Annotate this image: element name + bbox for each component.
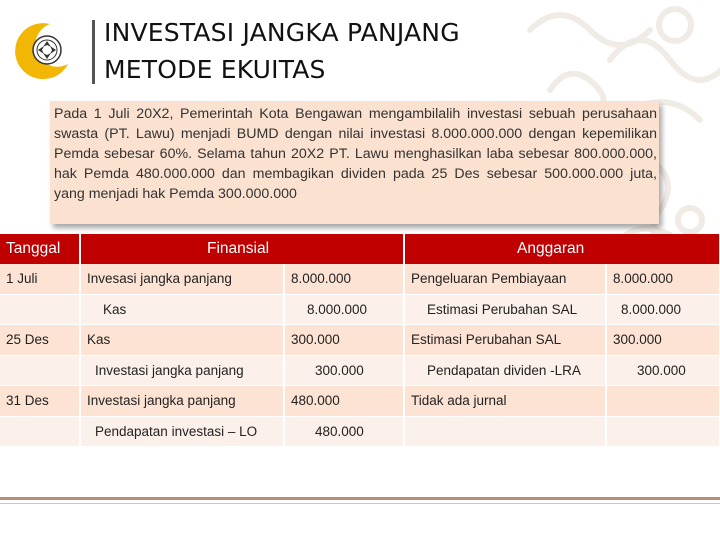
budget-account-cell: Estimasi Perubahan SAL (404, 294, 606, 325)
budget-amount-cell: 300.000 (606, 355, 720, 386)
table-row (0, 386, 720, 417)
date-cell: 31 Des (0, 386, 80, 417)
table-row (0, 264, 720, 294)
footer-divider-thin (0, 503, 720, 504)
footer-divider (0, 497, 720, 500)
budget-account-cell: Estimasi Perubahan SAL (404, 325, 606, 356)
financial-amount-cell: 300.000 (284, 325, 404, 356)
table-row (0, 355, 720, 386)
financial-account-cell: Investasi jangka panjang (80, 355, 284, 386)
budget-amount-cell (606, 386, 720, 417)
budget-amount-cell (606, 416, 720, 447)
financial-amount-cell: 8.000.000 (284, 294, 404, 325)
table-row (0, 416, 720, 447)
financial-account-cell: Kas (80, 325, 284, 356)
financial-account-cell: Pendapatan investasi – LO (80, 416, 284, 447)
case-description-box (50, 101, 659, 224)
financial-account-cell: Investasi jangka panjang (80, 386, 284, 417)
date-cell: 1 Juli (0, 264, 80, 294)
budget-amount-cell: 8.000.000 (606, 264, 720, 294)
table-row (0, 294, 720, 325)
financial-account-cell: Kas (80, 294, 284, 325)
financial-amount-cell: 480.000 (284, 386, 404, 417)
header-anggaran: Anggaran (404, 234, 720, 264)
budget-amount-cell: 300.000 (606, 325, 720, 356)
budget-account-cell: Pengeluaran Pembiayaan (404, 264, 606, 294)
journal-table (0, 234, 720, 447)
case-description-text: Pada 1 Juli 20X2, Pemerintah Kota Bengawan mengambilalih investasi sebuah perusahaan swasta (PT. Lawu) menjadi BUMD dengan nilai investasi 8.000.000.000 dengan kepemilikan Pemda sebesar 60%. Selama tahun 20X2 PT. Lawu menghasilkan laba sebesar 800.000.000, hak Pemda 480.000.000 dan membagikan dividen pada 25 Des sebesar 500.000.000 juta, yang menjadi hak Pemda 300.000.000 (54, 106, 657, 202)
title-divider (92, 20, 95, 84)
financial-amount-cell: 300.000 (284, 355, 404, 386)
date-cell (0, 416, 80, 447)
slide-title-line2: METODE EKUITAS (104, 55, 326, 84)
date-cell (0, 355, 80, 386)
budget-account-cell: Pendapatan dividen -LRA (404, 355, 606, 386)
budget-account-cell (404, 416, 606, 447)
table-header-row (0, 234, 720, 264)
header-finansial: Finansial (80, 234, 404, 264)
financial-account-cell: Invesasi jangka panjang (80, 264, 284, 294)
date-cell: 25 Des (0, 325, 80, 356)
financial-amount-cell: 8.000.000 (284, 264, 404, 294)
university-seal-icon (14, 20, 72, 82)
financial-amount-cell: 480.000 (284, 416, 404, 447)
budget-amount-cell: 8.000.000 (606, 294, 720, 325)
slide-title-line1: INVESTASI JANGKA PANJANG (104, 18, 460, 47)
date-cell (0, 294, 80, 325)
header-tanggal: Tanggal (0, 234, 80, 264)
budget-account-cell: Tidak ada jurnal (404, 386, 606, 417)
table-row (0, 325, 720, 356)
slide-title (104, 14, 624, 88)
